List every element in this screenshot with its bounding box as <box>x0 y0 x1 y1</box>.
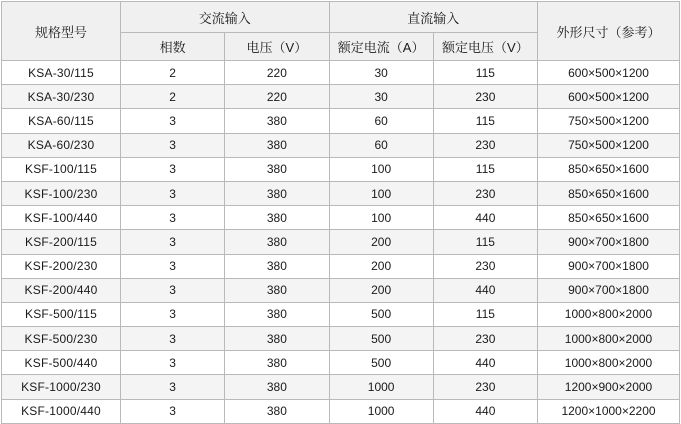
cell-dimensions: 850×650×1600 <box>538 157 680 181</box>
cell-ac-voltage: 380 <box>225 399 329 423</box>
cell-dimensions: 1000×800×2000 <box>538 351 680 375</box>
cell-phase: 3 <box>121 181 225 205</box>
cell-dimensions: 600×500×1200 <box>538 61 680 85</box>
header-ac-voltage: 电压（V） <box>225 33 329 61</box>
cell-phase: 2 <box>121 61 225 85</box>
cell-phase: 3 <box>121 351 225 375</box>
cell-rated-current: 30 <box>329 85 433 109</box>
cell-rated-current: 500 <box>329 351 433 375</box>
table-row <box>2 133 680 157</box>
cell-phase: 3 <box>121 399 225 423</box>
cell-phase: 3 <box>121 278 225 302</box>
cell-rated-voltage: 440 <box>433 278 537 302</box>
cell-rated-current: 100 <box>329 206 433 230</box>
table-row <box>2 157 680 181</box>
cell-ac-voltage: 220 <box>225 85 329 109</box>
cell-dimensions: 1200×900×2000 <box>538 375 680 399</box>
table-row <box>2 278 680 302</box>
cell-ac-voltage: 220 <box>225 61 329 85</box>
cell-rated-voltage: 440 <box>433 206 537 230</box>
header-phase-count: 相数 <box>121 33 225 61</box>
cell-rated-voltage: 440 <box>433 351 537 375</box>
cell-model: KSF-1000/230 <box>2 375 121 399</box>
cell-dimensions: 900×700×1800 <box>538 230 680 254</box>
cell-model: KSF-200/440 <box>2 278 121 302</box>
header-model: 规格型号 <box>2 2 121 61</box>
cell-dimensions: 850×650×1600 <box>538 181 680 205</box>
cell-rated-voltage: 115 <box>433 61 537 85</box>
cell-rated-voltage: 230 <box>433 133 537 157</box>
cell-rated-current: 1000 <box>329 399 433 423</box>
table-row <box>2 206 680 230</box>
cell-ac-voltage: 380 <box>225 181 329 205</box>
cell-rated-voltage: 230 <box>433 375 537 399</box>
cell-dimensions: 1000×800×2000 <box>538 327 680 351</box>
cell-rated-current: 200 <box>329 230 433 254</box>
cell-ac-voltage: 380 <box>225 302 329 326</box>
cell-dimensions: 1200×1000×2200 <box>538 399 680 423</box>
cell-rated-current: 30 <box>329 61 433 85</box>
cell-dimensions: 1000×800×2000 <box>538 302 680 326</box>
cell-model: KSA-60/115 <box>2 109 121 133</box>
cell-ac-voltage: 380 <box>225 351 329 375</box>
table-header <box>2 2 680 61</box>
cell-ac-voltage: 380 <box>225 230 329 254</box>
table-header-row-primary <box>2 2 680 33</box>
cell-rated-voltage: 115 <box>433 230 537 254</box>
cell-dimensions: 750×500×1200 <box>538 133 680 157</box>
table-row <box>2 230 680 254</box>
cell-rated-current: 200 <box>329 278 433 302</box>
cell-rated-voltage: 230 <box>433 327 537 351</box>
table-row <box>2 61 680 85</box>
cell-model: KSF-100/230 <box>2 181 121 205</box>
cell-phase: 3 <box>121 133 225 157</box>
cell-model: KSF-1000/440 <box>2 399 121 423</box>
cell-phase: 3 <box>121 327 225 351</box>
cell-dimensions: 600×500×1200 <box>538 85 680 109</box>
cell-ac-voltage: 380 <box>225 157 329 181</box>
cell-model: KSA-60/230 <box>2 133 121 157</box>
cell-model: KSA-30/115 <box>2 61 121 85</box>
cell-dimensions: 850×650×1600 <box>538 206 680 230</box>
table-row <box>2 375 680 399</box>
table-row <box>2 254 680 278</box>
cell-phase: 2 <box>121 85 225 109</box>
cell-rated-current: 500 <box>329 302 433 326</box>
cell-ac-voltage: 380 <box>225 327 329 351</box>
cell-ac-voltage: 380 <box>225 109 329 133</box>
header-rated-voltage: 额定电压（V） <box>433 33 537 61</box>
cell-phase: 3 <box>121 109 225 133</box>
cell-ac-voltage: 380 <box>225 375 329 399</box>
cell-model: KSF-200/230 <box>2 254 121 278</box>
cell-rated-voltage: 230 <box>433 181 537 205</box>
cell-phase: 3 <box>121 254 225 278</box>
cell-phase: 3 <box>121 230 225 254</box>
cell-ac-voltage: 380 <box>225 133 329 157</box>
table-row <box>2 85 680 109</box>
table-row <box>2 302 680 326</box>
cell-rated-current: 100 <box>329 157 433 181</box>
cell-rated-voltage: 115 <box>433 302 537 326</box>
cell-ac-voltage: 380 <box>225 254 329 278</box>
table-row <box>2 327 680 351</box>
specification-table <box>1 1 680 424</box>
cell-model: KSF-500/440 <box>2 351 121 375</box>
cell-rated-voltage: 230 <box>433 85 537 109</box>
cell-model: KSF-100/440 <box>2 206 121 230</box>
cell-phase: 3 <box>121 302 225 326</box>
cell-ac-voltage: 380 <box>225 278 329 302</box>
table-row <box>2 181 680 205</box>
spec-table-page <box>0 1 681 419</box>
cell-rated-voltage: 440 <box>433 399 537 423</box>
cell-rated-voltage: 115 <box>433 109 537 133</box>
cell-model: KSF-500/230 <box>2 327 121 351</box>
cell-ac-voltage: 380 <box>225 206 329 230</box>
cell-dimensions: 900×700×1800 <box>538 254 680 278</box>
cell-model: KSF-500/115 <box>2 302 121 326</box>
cell-rated-current: 200 <box>329 254 433 278</box>
table-body <box>2 61 680 424</box>
header-ac-input: 交流输入 <box>121 2 330 33</box>
header-dc-input: 直流输入 <box>329 2 538 33</box>
cell-phase: 3 <box>121 206 225 230</box>
cell-dimensions: 750×500×1200 <box>538 109 680 133</box>
cell-rated-current: 100 <box>329 181 433 205</box>
header-rated-current: 额定电流（A） <box>329 33 433 61</box>
cell-model: KSA-30/230 <box>2 85 121 109</box>
cell-rated-current: 60 <box>329 133 433 157</box>
table-row <box>2 351 680 375</box>
cell-rated-current: 500 <box>329 327 433 351</box>
table-row <box>2 109 680 133</box>
cell-rated-current: 60 <box>329 109 433 133</box>
cell-model: KSF-100/115 <box>2 157 121 181</box>
cell-rated-voltage: 230 <box>433 254 537 278</box>
cell-dimensions: 900×700×1800 <box>538 278 680 302</box>
cell-rated-current: 1000 <box>329 375 433 399</box>
header-dimensions: 外形尺寸（参考） <box>538 2 680 61</box>
cell-model: KSF-200/115 <box>2 230 121 254</box>
table-row <box>2 399 680 423</box>
cell-rated-voltage: 115 <box>433 157 537 181</box>
cell-phase: 3 <box>121 157 225 181</box>
cell-phase: 3 <box>121 375 225 399</box>
